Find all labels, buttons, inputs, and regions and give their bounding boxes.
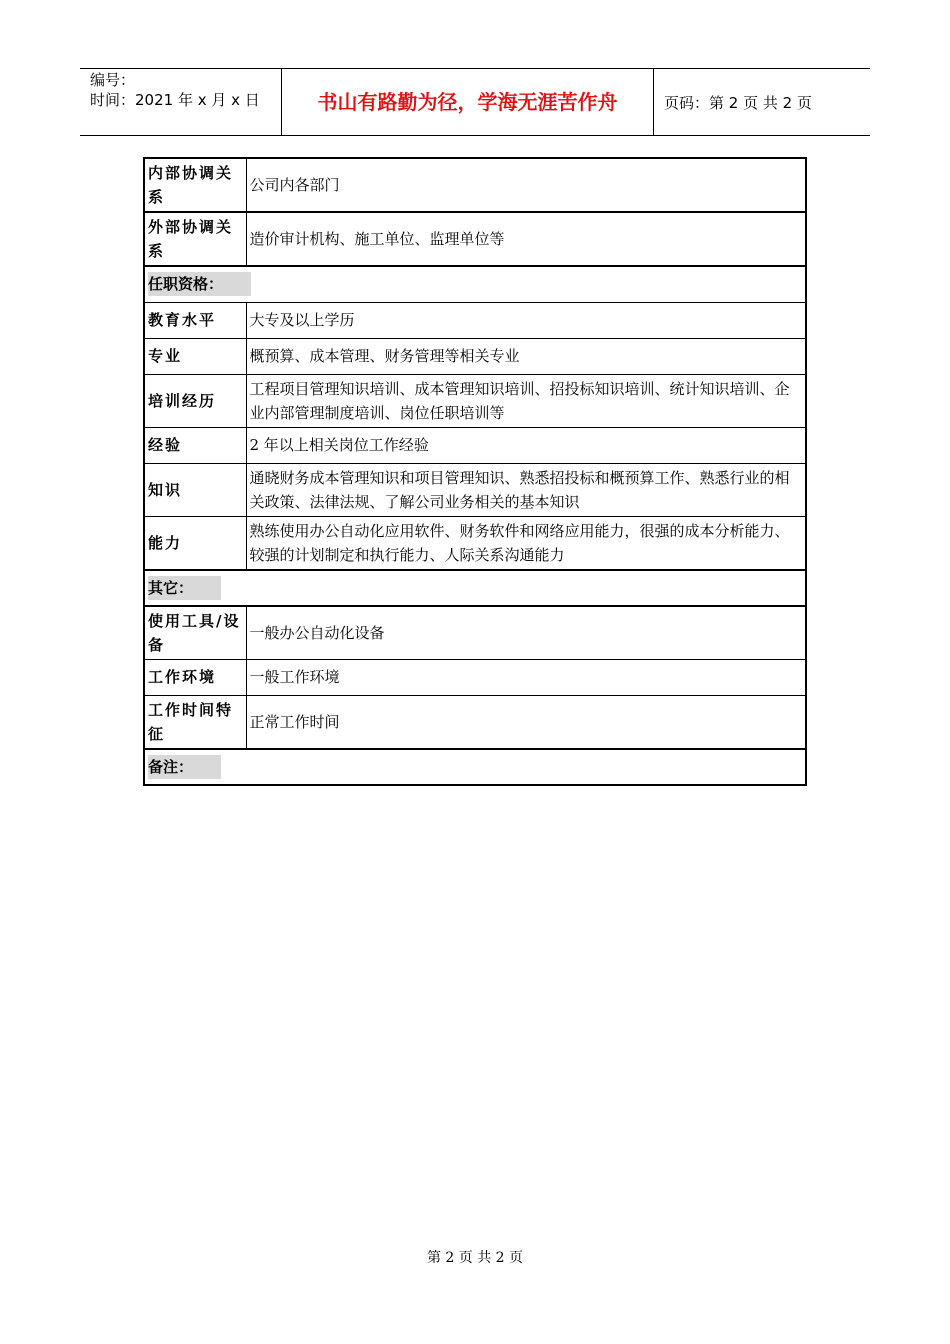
section-row xyxy=(144,570,806,606)
row-label: 使用工具/设备 xyxy=(144,606,246,660)
header-divider-right xyxy=(653,68,654,136)
section-cell xyxy=(144,749,806,785)
row-label: 培训经历 xyxy=(144,374,246,427)
row-value: 大专及以上学历 xyxy=(246,302,806,338)
section-label-other: 其它： xyxy=(148,576,221,600)
header-bottom-rule xyxy=(80,135,870,136)
row-value: 正常工作时间 xyxy=(246,695,806,749)
row-value: 公司内各部门 xyxy=(246,158,806,212)
table-row xyxy=(144,463,806,516)
table-row xyxy=(144,212,806,266)
section-cell xyxy=(144,266,806,302)
section-cell xyxy=(144,570,806,606)
row-value: 概预算、成本管理、财务管理等相关专业 xyxy=(246,338,806,374)
footer-page-number: 第 2 页 共 2 页 xyxy=(426,1250,524,1266)
row-value: 工程项目管理知识培训、成本管理知识培训、招投标知识培训、统计知识培训、企业内部管理制度培训、岗位任职培训等 xyxy=(246,374,806,427)
row-label: 专业 xyxy=(144,338,246,374)
header-top-rule xyxy=(80,68,870,69)
table-row xyxy=(144,158,806,212)
section-label-remarks: 备注： xyxy=(148,755,221,779)
header-page-number: 页码：第 2 页 共 2 页 xyxy=(664,94,812,112)
time-label: 时间：2021 年 x 月 x 日 xyxy=(90,91,260,109)
table-row xyxy=(144,302,806,338)
row-label: 内部协调关系 xyxy=(144,158,246,212)
row-label: 工作时间特征 xyxy=(144,695,246,749)
row-label: 工作环境 xyxy=(144,659,246,695)
row-value: 2 年以上相关岗位工作经验 xyxy=(246,427,806,463)
row-label: 知识 xyxy=(144,463,246,516)
section-label-qualifications: 任职资格： xyxy=(148,272,251,296)
section-row xyxy=(144,266,806,302)
table-row xyxy=(144,427,806,463)
job-description-table xyxy=(143,157,807,786)
table-row xyxy=(144,516,806,570)
row-label: 教育水平 xyxy=(144,302,246,338)
header-motto: 书山有路勤为径，学海无涯苦作舟 xyxy=(317,90,618,114)
section-row xyxy=(144,749,806,785)
table-row xyxy=(144,338,806,374)
header-info xyxy=(90,70,260,110)
row-label: 外部协调关系 xyxy=(144,212,246,266)
row-value: 熟练使用办公自动化应用软件、财务软件和网络应用能力，很强的成本分析能力、较强的计划制定和执行能力、人际关系沟通能力 xyxy=(246,516,806,570)
serial-label: 编号： xyxy=(90,71,136,89)
row-value: 通晓财务成本管理知识和项目管理知识、熟悉招投标和概预算工作、熟悉行业的相关政策、法律法规、了解公司业务相关的基本知识 xyxy=(246,463,806,516)
row-label: 能力 xyxy=(144,516,246,570)
row-value: 一般办公自动化设备 xyxy=(246,606,806,660)
row-value: 造价审计机构、施工单位、监理单位等 xyxy=(246,212,806,266)
row-value: 一般工作环境 xyxy=(246,659,806,695)
table-row xyxy=(144,659,806,695)
table-row xyxy=(144,374,806,427)
table-row xyxy=(144,606,806,660)
table-row xyxy=(144,695,806,749)
row-label: 经验 xyxy=(144,427,246,463)
